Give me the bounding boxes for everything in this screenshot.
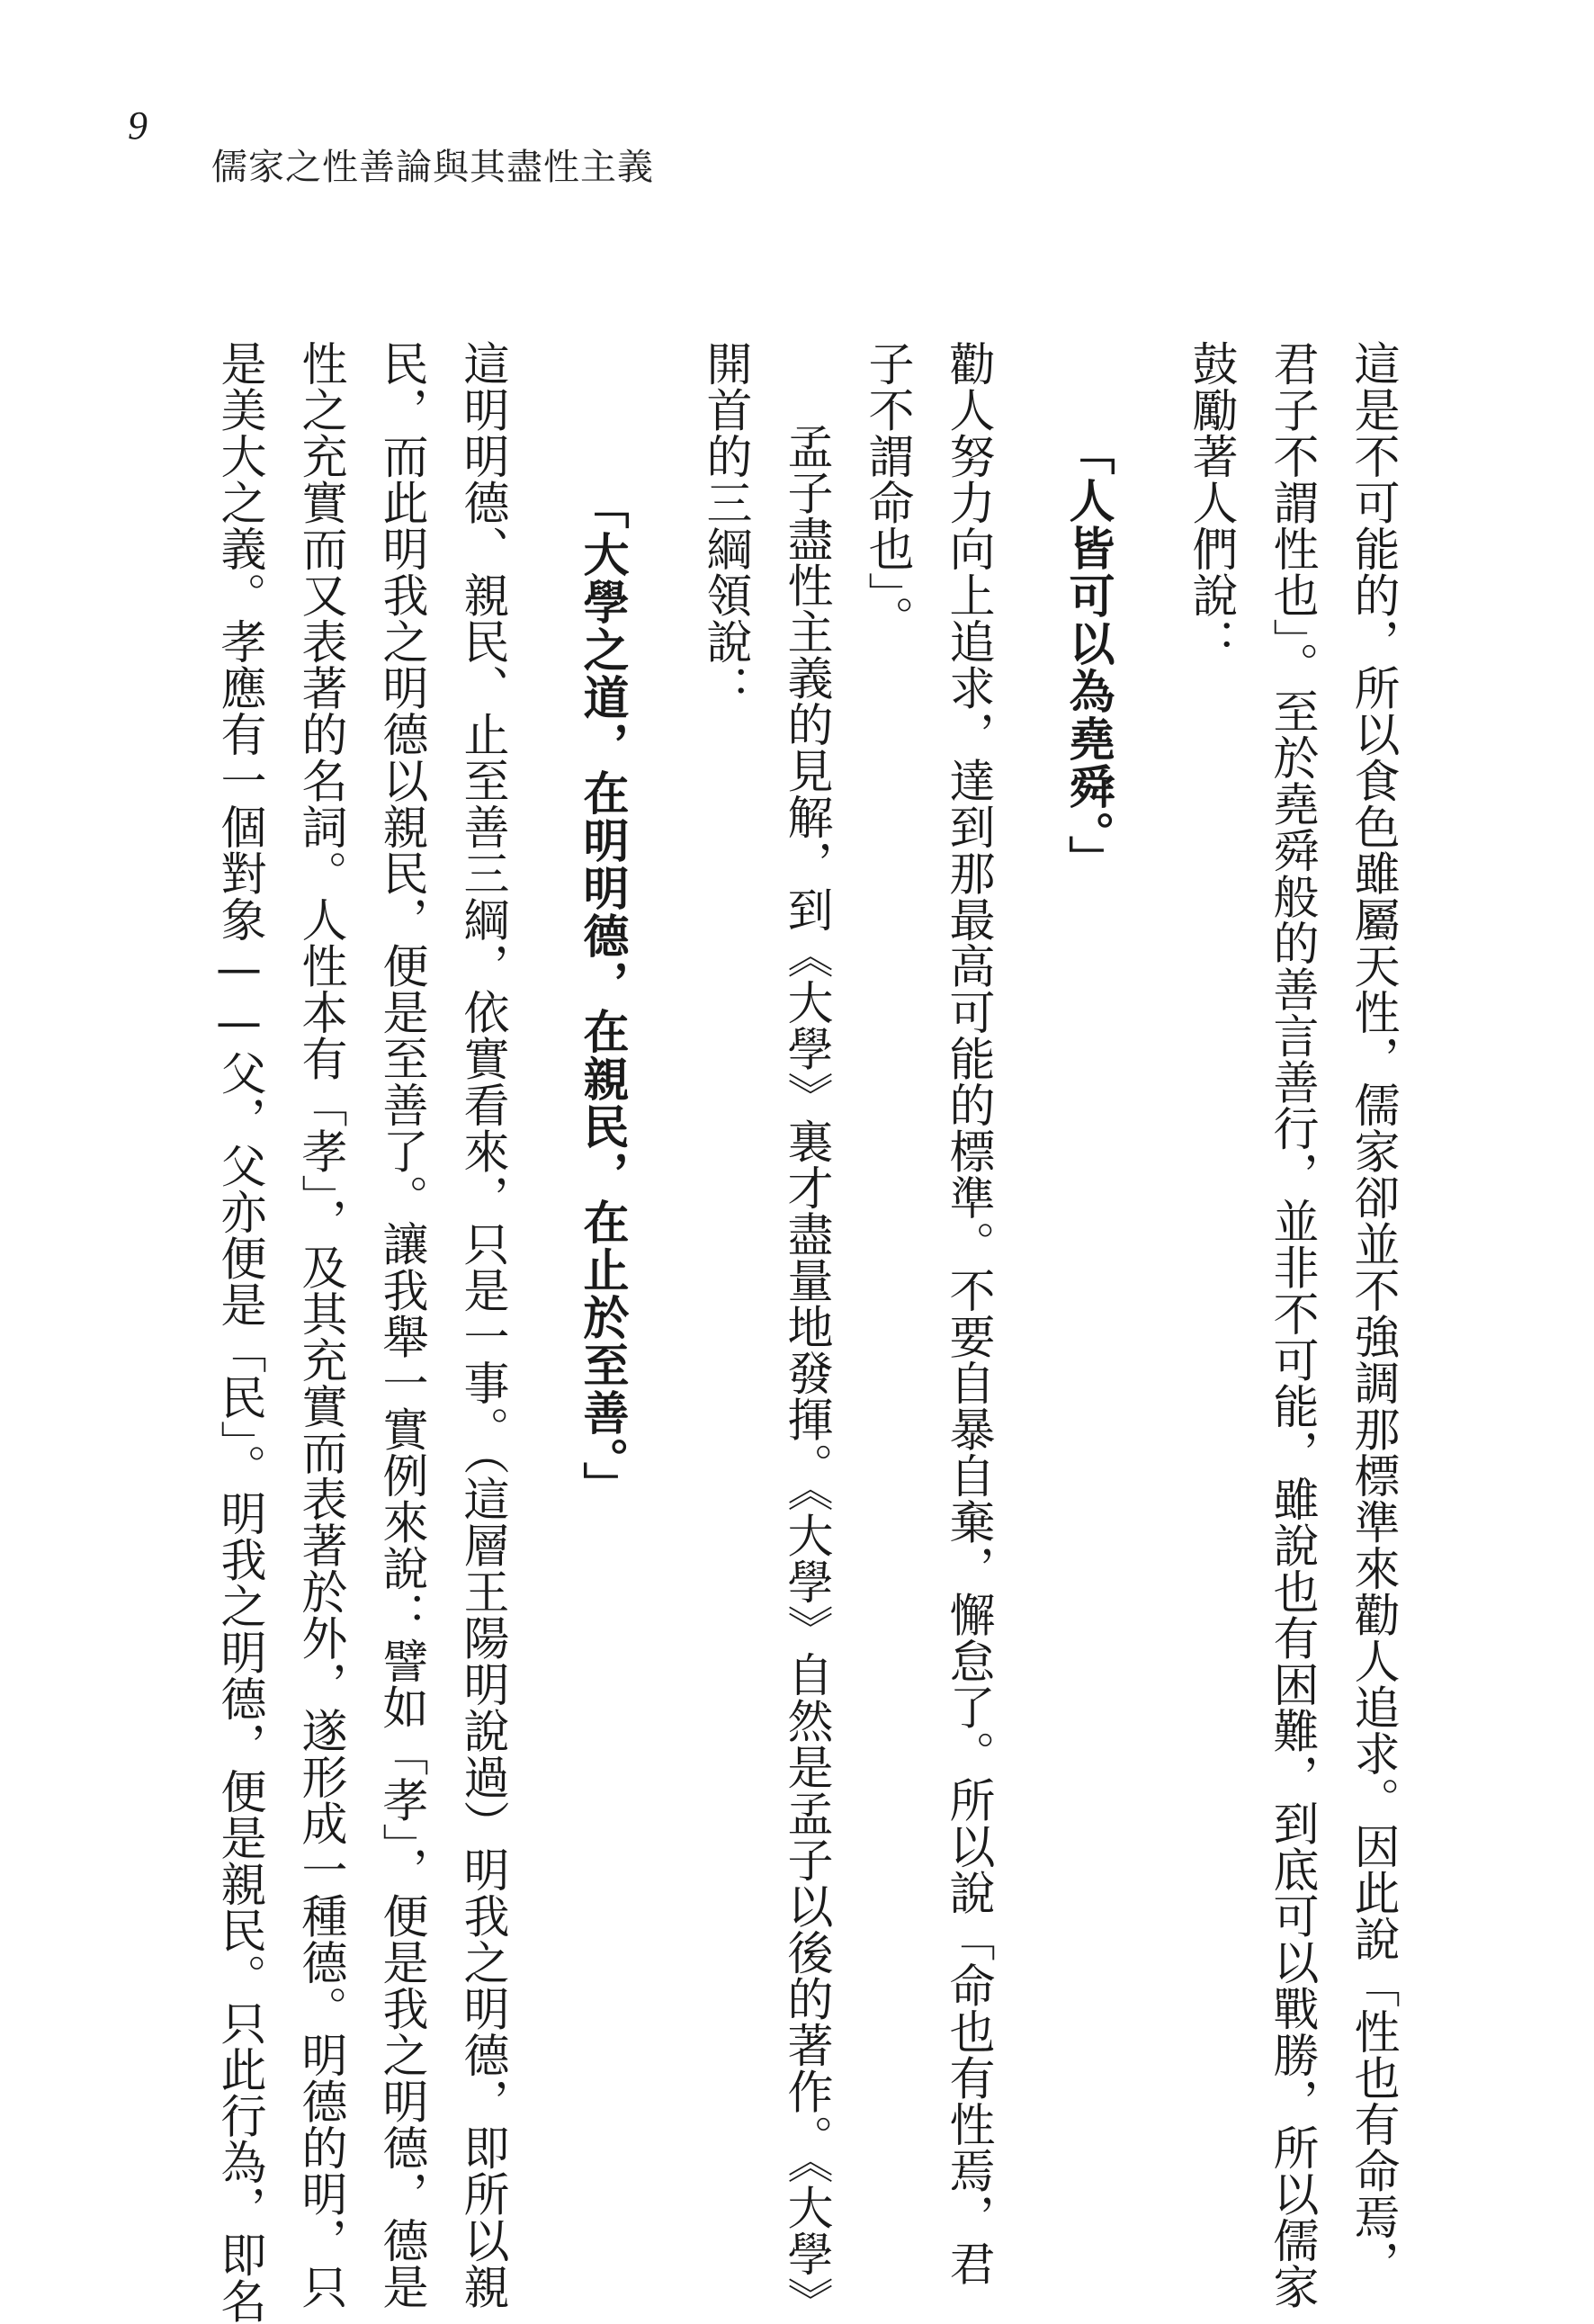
quotation-block-2: 「大學之道，在明明德，在親民，在止於至善。」 [575, 483, 629, 1510]
text-column-10: 這明明德、親民、止至善三綱，依實看來，只是一事。（這層王陽明說過）明我之明德，即所以親 [455, 340, 508, 2310]
text-column-7: 孟子盡性主義的見解，到《大學》裏才盡量地發揮。《大學》自然是孟子以後的著作。《大學》 [779, 423, 832, 2323]
text-column-8: 開首的三綱領說： [698, 340, 751, 711]
text-column-6: 子不謂命也」。 [860, 340, 913, 642]
text-column-11: 民，而此明我之明德以親民，便是至善了。讓我舉一實例來說：譬如「孝」，便是我之明德，德是 [374, 340, 427, 2310]
text-column-3: 鼓勵著人們說： [1184, 340, 1237, 665]
text-column-1: 這是不可能的，所以食色雖屬天性，儒家卻並不強調那標準來勸人追求。因此說「性也有命焉， [1346, 340, 1399, 2286]
text-column-12: 性之充實而又表著的名詞。人性本有「孝」，及其充實而表著於外，遂形成一種德。明德的明，只 [293, 340, 346, 2310]
text-column-13: 是美大之義。孝應有一個對象——父，父亦便是「民」。明我之明德，便是親民。只此行為，即名 [212, 340, 265, 2324]
text-column-5: 勸人努力向上追求，達到那最高可能的標準。不要自暴自棄，懈怠了。所以說「命也有性焉，君 [941, 340, 994, 2286]
running-header-title: 儒家之性善論與其盡性主義 [211, 147, 654, 188]
text-column-2: 君子不謂性也」。至於堯舜般的善言善行，並非不可能，雖說也有困難，到底可以戰勝，所以儒家 [1265, 340, 1318, 2310]
quotation-block-1: 「人皆可以為堯舜。」 [1061, 429, 1115, 884]
page-number: 9 [128, 103, 148, 148]
